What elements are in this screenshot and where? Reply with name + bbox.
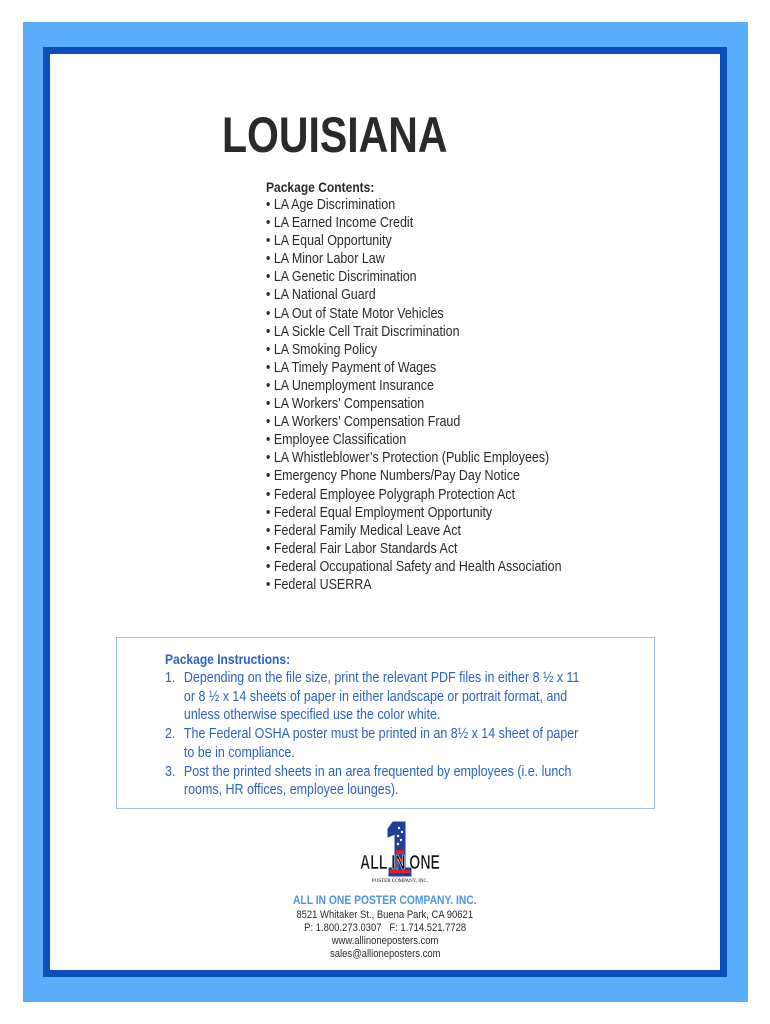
list-item: • Federal Equal Employment Opportunity — [266, 504, 493, 521]
list-item: • Employee Classification — [266, 432, 407, 449]
step-text-line: to be in compliance. — [183, 744, 295, 761]
package-contents — [266, 178, 686, 594]
list-item: • LA Timely Payment of Wages — [266, 359, 437, 376]
company-address: 8521 Whitaker St., Buena Park, CA 90621 — [296, 909, 474, 921]
step-text-line: The Federal OSHA poster must be printed in an 8½ x 14 sheet of paper — [183, 726, 579, 743]
company-name: ALL IN ONE POSTER COMPANY. INC. — [293, 893, 477, 907]
instruction-step — [165, 763, 612, 800]
step-text-line: Depending on the file size, print the relevant PDF files in either 8 ½ x 11 — [183, 670, 580, 686]
list-item: • LA Genetic Discrimination — [266, 269, 417, 286]
list-item: • LA Minor Labor Law — [266, 251, 385, 268]
list-item: • LA Age Discrimination — [266, 197, 396, 213]
list-item: • LA Workers’ Compensation Fraud — [266, 414, 461, 431]
package-contents-heading: Package Contents: — [266, 179, 375, 195]
package-instructions-box — [116, 637, 655, 809]
page-title: LOUISIANA — [222, 107, 448, 163]
company-logo — [355, 820, 445, 890]
step-text-line: rooms, HR offices, employee lounges). — [183, 782, 399, 799]
step-number: 1. — [165, 670, 176, 686]
instruction-step — [165, 725, 612, 762]
package-contents-list — [266, 196, 686, 594]
list-item: • LA National Guard — [266, 287, 376, 304]
list-item: • LA Unemployment Insurance — [266, 377, 434, 394]
step-text-line: Post the printed sheets in an area frequented by employees (i.e. lunch — [183, 763, 572, 780]
list-item: • Federal Employee Polygraph Protection Act — [266, 486, 516, 503]
step-text-line: or 8 ½ x 14 sheets of paper in either landscape or portrait format, and — [183, 688, 568, 705]
logo-subtext: POSTER COMPANY, INC. — [371, 879, 429, 884]
list-item: • LA Sickle Cell Trait Discrimination — [266, 323, 460, 340]
list-item: • LA Smoking Policy — [266, 341, 378, 358]
package-instructions-heading: Package Instructions: — [165, 651, 291, 667]
step-text-line: unless otherwise specified use the color white. — [183, 707, 441, 724]
step-number: 2. — [165, 726, 176, 743]
list-item: • LA Out of State Motor Vehicles — [266, 305, 444, 322]
list-item: • Federal Occupational Safety and Health Association — [266, 558, 562, 575]
list-item: • LA Equal Opportunity — [266, 233, 392, 250]
company-phones: P: 1.800.273.0307 F: 1.714.521.7728 — [303, 922, 467, 934]
logo-text: ALL IN ONE — [360, 852, 440, 874]
package-instructions-list — [165, 669, 685, 800]
list-item: • LA Workers’ Compensation — [266, 396, 425, 413]
list-item: • LA Earned Income Credit — [266, 215, 414, 232]
company-website[interactable]: www.allinoneposters.com — [331, 935, 439, 947]
company-email[interactable]: sales@allioneposters.com — [329, 948, 441, 960]
list-item: • Federal Fair Labor Standards Act — [266, 540, 458, 557]
list-item: • Emergency Phone Numbers/Pay Day Notice — [266, 468, 520, 485]
list-item: • Federal Family Medical Leave Act — [266, 522, 461, 539]
step-number: 3. — [165, 763, 176, 780]
instruction-step — [165, 669, 612, 725]
list-item: • Federal USERRA — [266, 576, 372, 593]
list-item: • LA Whistleblower’s Protection (Public Employees) — [266, 450, 550, 467]
